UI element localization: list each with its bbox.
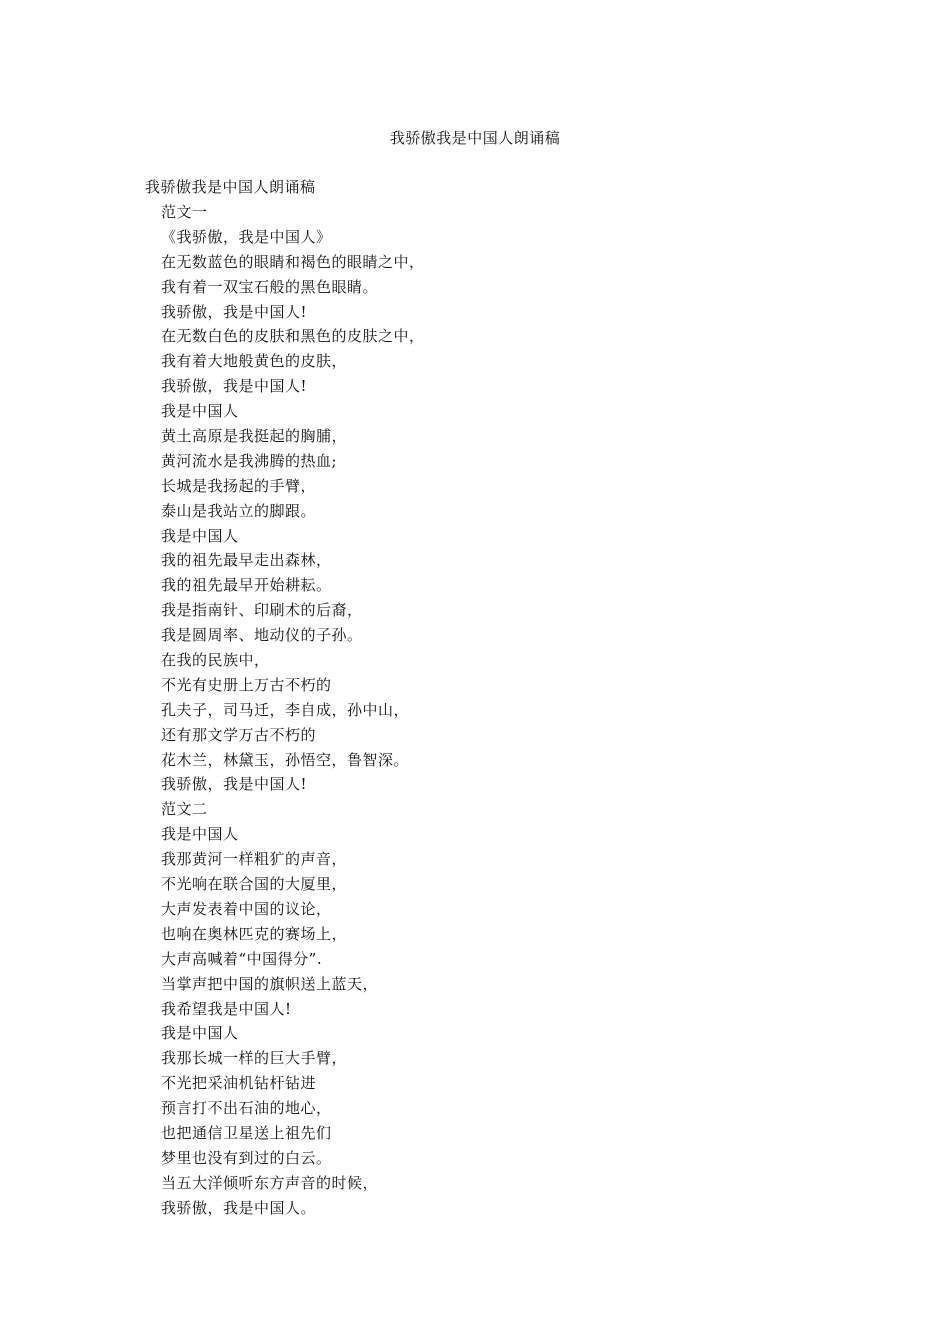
text-line: 黄土高原是我挺起的胸脯， [161,427,348,446]
text-line: 在无数蓝色的眼睛和褐色的眼睛之中， [161,252,425,271]
text-line: 我的祖先最早走出森林， [161,551,332,570]
text-line: 范文二 [161,800,208,819]
text-line: 我是中国人 [161,825,239,844]
text-line: 当掌声把中国的旗帜送上蓝天， [161,974,379,993]
text-line: 也把通信卫星送上祖先们 [161,1123,332,1142]
text-line: 预言打不出石油的地心， [161,1099,332,1118]
text-line: 我那黄河一样粗犷的声音， [161,850,348,869]
text-line: 大声高喊着“中国得分”. [161,949,323,968]
text-line: 黄河流水是我沸腾的热血; [161,451,338,470]
text-line: 我是指南针、印刷术的后裔， [161,601,363,620]
text-line: 我的祖先最早开始耕耘。 [161,576,332,595]
text-line: 我骄傲，我是中国人! [161,302,308,321]
text-line: 我是中国人 [161,1024,239,1043]
text-line: 不光响在联合国的大厦里， [161,875,348,894]
document-heading: 我骄傲我是中国人朗诵稿 [145,178,316,196]
text-line: 当五大洋倾听东方声音的时候， [161,1173,379,1192]
text-line: 还有那文学万古不朽的 [161,725,317,744]
text-line: 我有着一双宝石般的黑色眼睛。 [161,277,379,296]
text-line: 大声发表着中国的议论， [161,899,332,918]
text-line: 也响在奥林匹克的赛场上， [161,924,348,943]
text-line: 我那长城一样的巨大手臂， [161,1049,348,1068]
text-line: 长城是我扬起的手臂， [161,476,317,495]
text-line: 我是中国人 [161,402,239,421]
text-line: 梦里也没有到过的白云。 [161,1148,332,1167]
text-line: 我骄傲，我是中国人! [161,775,308,794]
text-line: 孔夫子，司马迁，李自成，孙中山， [161,700,410,719]
text-line: 我有着大地般黄色的皮肤， [161,352,348,371]
text-line: 在我的民族中， [161,651,270,670]
text-line: 花木兰，林黛玉，孙悟空，鲁智深。 [161,750,410,769]
text-line: 我是圆周率、地动仪的子孙。 [161,626,363,645]
poem-lines [161,202,425,1223]
text-line: 我希望我是中国人! [161,999,292,1018]
text-line: 《我骄傲，我是中国人》 [161,227,332,246]
text-line: 不光把采油机钻杆钻进 [161,1074,317,1093]
text-line: 泰山是我站立的脚跟。 [161,501,317,520]
text-line: 我骄傲，我是中国人! [161,377,308,396]
text-line: 我是中国人 [161,526,239,545]
text-line: 范文一 [161,203,208,221]
text-line: 在无数白色的皮肤和黑色的皮肤之中， [161,327,425,346]
text-line: 不光有史册上万古不朽的 [161,675,332,694]
page-title: 我骄傲我是中国人朗诵稿 [389,129,561,147]
text-line: 我骄傲，我是中国人。 [161,1198,317,1217]
